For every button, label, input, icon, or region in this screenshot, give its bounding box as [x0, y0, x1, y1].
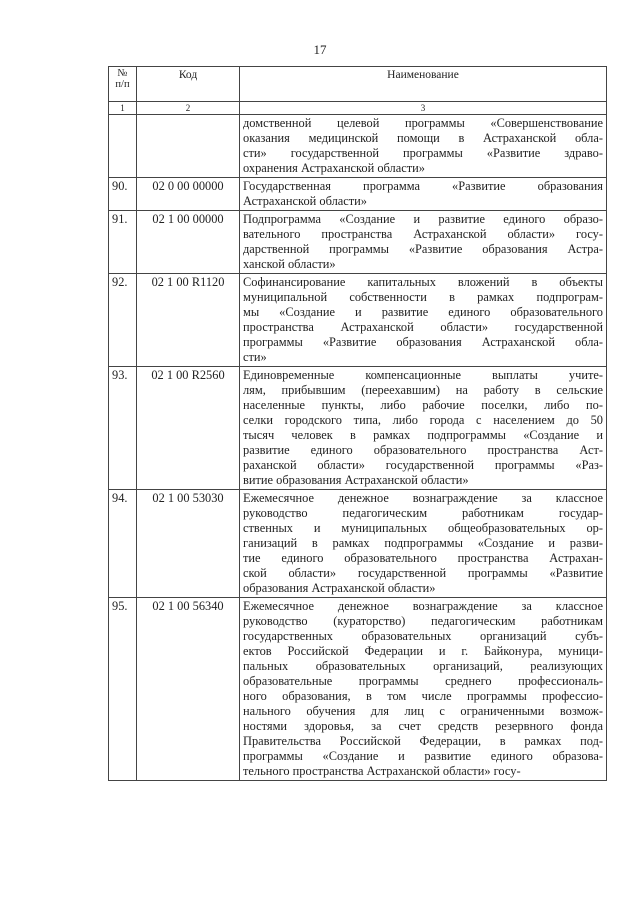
row-name-line: сти» государственной программы «Развитие здраво- — [243, 146, 603, 160]
header-name: Наименование — [240, 67, 607, 102]
row-name-line: лям, прибывшим (переехавшим) на работу в сельские — [243, 383, 603, 397]
table-row — [109, 274, 607, 367]
header-number: № п/п — [109, 67, 137, 102]
row-name-line: развитие единого образовательного пространства Аст- — [243, 443, 603, 457]
row-number — [109, 115, 137, 178]
table-row — [109, 115, 607, 178]
row-name-line: витие образования Астраханской области» — [243, 473, 469, 487]
row-number: 91. — [109, 211, 137, 274]
row-name-line: оказания медицинской помощи в Астраханской обла- — [243, 131, 603, 145]
row-number: 93. — [109, 367, 137, 490]
row-name — [240, 115, 607, 178]
table-body — [109, 115, 607, 781]
row-name-line: ностями здоровья, за счет средств резервного фонда — [243, 719, 603, 733]
row-name-line: ектов Российской Федерации и г. Байконура, муници- — [243, 644, 603, 658]
row-name-line: муниципальной собственности в рамках подпрограм- — [243, 290, 603, 304]
table-row — [109, 490, 607, 598]
row-number: 94. — [109, 490, 137, 598]
row-name-line: Государственная программа «Развитие образования — [243, 179, 603, 193]
row-name-line: дарственной программы «Развитие образования Астра- — [243, 242, 603, 256]
row-name — [240, 211, 607, 274]
row-number: 95. — [109, 598, 137, 781]
table-row — [109, 598, 607, 781]
row-code — [137, 115, 240, 178]
row-name — [240, 274, 607, 367]
row-name-line: Единовременные компенсационные выплаты учите- — [243, 368, 603, 382]
row-name-line: Правительства Российской Федерации, в рамках под- — [243, 734, 603, 748]
table-row — [109, 211, 607, 274]
row-number: 90. — [109, 178, 137, 211]
row-name-line: Софинансирование капитальных вложений в объекты — [243, 275, 603, 289]
row-name-line: ственных и муниципальных общеобразовательных ор- — [243, 521, 603, 535]
row-name-line: программы «Создание и развитие единого образова- — [243, 749, 603, 763]
row-name — [240, 598, 607, 781]
row-name-line: мы «Создание и развитие единого образовательного — [243, 305, 603, 319]
row-name-line: государственных образовательных организаций субъ- — [243, 629, 603, 643]
column-index: 1 — [109, 102, 137, 115]
row-code: 02 0 00 00000 — [137, 178, 240, 211]
row-name-line: руководство педагогическим работникам государ- — [243, 506, 603, 520]
row-name-line: пространства Астраханской области» государственной — [243, 320, 603, 334]
row-name-line: Ежемесячное денежное вознаграждение за классное — [243, 491, 603, 505]
row-code: 02 1 00 56340 — [137, 598, 240, 781]
row-name-line: пальных образовательных организаций, реализующих — [243, 659, 603, 673]
classification-table — [108, 66, 607, 781]
row-name-line: образования Астраханской области» — [243, 581, 436, 595]
page-number: 17 — [313, 42, 327, 57]
row-name-line: тысяч человек в рамках подпрограммы «Создание и — [243, 428, 603, 442]
row-name-line: руководство (кураторство) педагогическим работникам — [243, 614, 603, 628]
row-code: 02 1 00 R2560 — [137, 367, 240, 490]
row-code: 02 1 00 R1120 — [137, 274, 240, 367]
row-name-line: тие единого образовательного пространства Астрахан- — [243, 551, 603, 565]
row-name-line: домственной целевой программы «Совершенствование — [243, 116, 603, 130]
row-name-line: Ежемесячное денежное вознаграждение за классное — [243, 599, 603, 613]
row-name-line: Астраханской области» — [243, 194, 367, 208]
row-name-line: вательного пространства Астраханской области» госу- — [243, 227, 603, 241]
row-name — [240, 178, 607, 211]
row-name-line: сти» — [243, 350, 267, 364]
row-code: 02 1 00 00000 — [137, 211, 240, 274]
row-name-line: селки городского типа, либо города с населением до 50 — [243, 413, 603, 427]
row-name — [240, 490, 607, 598]
table-row — [109, 367, 607, 490]
row-name-line: ного образования, в том числе программы профессио- — [243, 689, 603, 703]
table-header-row — [109, 67, 607, 102]
row-name-line: раханской области» государственной программы «Раз- — [243, 458, 603, 472]
column-index: 2 — [137, 102, 240, 115]
row-name-line: населенные пункты, либо рабочие поселки, либо по- — [243, 398, 603, 412]
row-name-line: ской области» государственной программы «Развитие — [243, 566, 603, 580]
column-index-row — [109, 102, 607, 115]
row-name-line: образовательные программы среднего профессиональ- — [243, 674, 603, 688]
row-number: 92. — [109, 274, 137, 367]
row-name-line: охранения Астраханской области» — [243, 161, 425, 175]
row-name-line: нального обучения для лиц с ограниченными возмож- — [243, 704, 603, 718]
row-code: 02 1 00 53030 — [137, 490, 240, 598]
row-name-line: Подпрограмма «Создание и развитие единого образо- — [243, 212, 603, 226]
header-code: Код — [137, 67, 240, 102]
row-name-line: ханской области» — [243, 257, 336, 271]
row-name-line: программы «Развитие образования Астраханской обла- — [243, 335, 603, 349]
row-name — [240, 367, 607, 490]
column-index: 3 — [240, 102, 607, 115]
row-name-line: ганизаций в рамках подпрограммы «Создание и разви- — [243, 536, 603, 550]
table-row — [109, 178, 607, 211]
row-name-line: тельного пространства Астраханской области» госу- — [243, 764, 521, 778]
